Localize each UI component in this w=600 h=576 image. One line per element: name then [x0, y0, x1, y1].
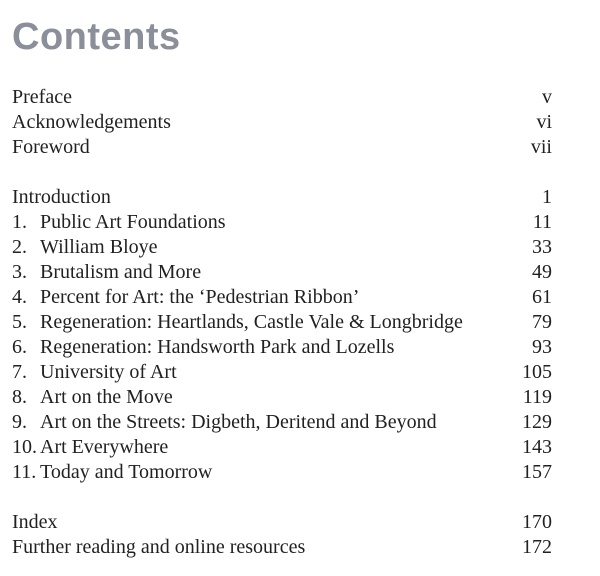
page-number: 11 [532, 210, 552, 233]
page-number: 93 [532, 335, 552, 358]
chapter-title: Public Art Foundations [40, 210, 226, 233]
chapter-number: 11. [12, 460, 37, 483]
toc-row [12, 435, 552, 460]
toc-row [12, 460, 552, 485]
entry-title: Index [12, 510, 58, 533]
toc-row [12, 260, 552, 285]
chapter-title: William Bloye [40, 235, 158, 258]
toc-section-front-matter [12, 85, 552, 160]
chapter-title: Art on the Move [40, 385, 173, 408]
chapter-number: 7. [12, 360, 27, 383]
chapter-number: 1. [12, 210, 27, 233]
toc-row [12, 385, 552, 410]
chapter-title: Percent for Art: the ‘Pedestrian Ribbon’ [40, 285, 360, 308]
chapter-title: Today and Tomorrow [40, 460, 213, 483]
toc-row [12, 185, 552, 210]
page-number: vii [530, 135, 552, 158]
chapter-title: Art Everywhere [40, 435, 169, 458]
page-number: 129 [522, 410, 552, 433]
chapter-number: 8. [12, 385, 27, 408]
chapter-number: 4. [12, 285, 27, 308]
chapter-number: 10. [12, 435, 37, 458]
toc-row [12, 110, 552, 135]
page-number: 105 [522, 360, 552, 383]
page-number: 1 [542, 185, 552, 208]
page-number: 172 [522, 535, 552, 558]
page-number: 61 [532, 285, 552, 308]
entry-title: Preface [12, 85, 72, 108]
table-of-contents [12, 85, 552, 560]
toc-row [12, 85, 552, 110]
chapter-title: Regeneration: Heartlands, Castle Vale & Longbridge [40, 310, 463, 333]
chapter-title: Brutalism and More [40, 260, 202, 283]
chapter-number: 5. [12, 310, 27, 333]
page-number: 49 [532, 260, 552, 283]
toc-row [12, 510, 552, 535]
page-number: 79 [532, 310, 552, 333]
toc-row [12, 285, 552, 310]
toc-row [12, 535, 552, 560]
page-number: 33 [532, 235, 552, 258]
page-number: 143 [522, 435, 552, 458]
entry-title: Introduction [12, 185, 111, 208]
chapter-number: 2. [12, 235, 27, 258]
chapter-number: 6. [12, 335, 27, 358]
chapter-title: University of Art [40, 360, 177, 383]
toc-row [12, 335, 552, 360]
entry-title: Further reading and online resources [12, 535, 306, 558]
toc-row [12, 310, 552, 335]
page-number: vi [536, 110, 552, 133]
chapter-title: Regeneration: Handsworth Park and Lozells [40, 335, 395, 358]
toc-row [12, 235, 552, 260]
chapter-title: Art on the Streets: Digbeth, Deritend and Beyond [40, 410, 437, 433]
entry-title: Foreword [12, 135, 90, 158]
entry-title: Acknowledgements [12, 110, 171, 133]
toc-row [12, 135, 552, 160]
chapter-number: 3. [12, 260, 27, 283]
toc-row [12, 360, 552, 385]
page-number: 119 [522, 385, 552, 408]
page-title: Contents [12, 16, 181, 58]
page-number: v [542, 85, 552, 108]
toc-section-back-matter [12, 510, 552, 560]
toc-row [12, 410, 552, 435]
page-number: 170 [522, 510, 552, 533]
toc-row [12, 210, 552, 235]
chapter-number: 9. [12, 410, 27, 433]
page-number: 157 [522, 460, 552, 483]
toc-section-chapters [12, 185, 552, 485]
